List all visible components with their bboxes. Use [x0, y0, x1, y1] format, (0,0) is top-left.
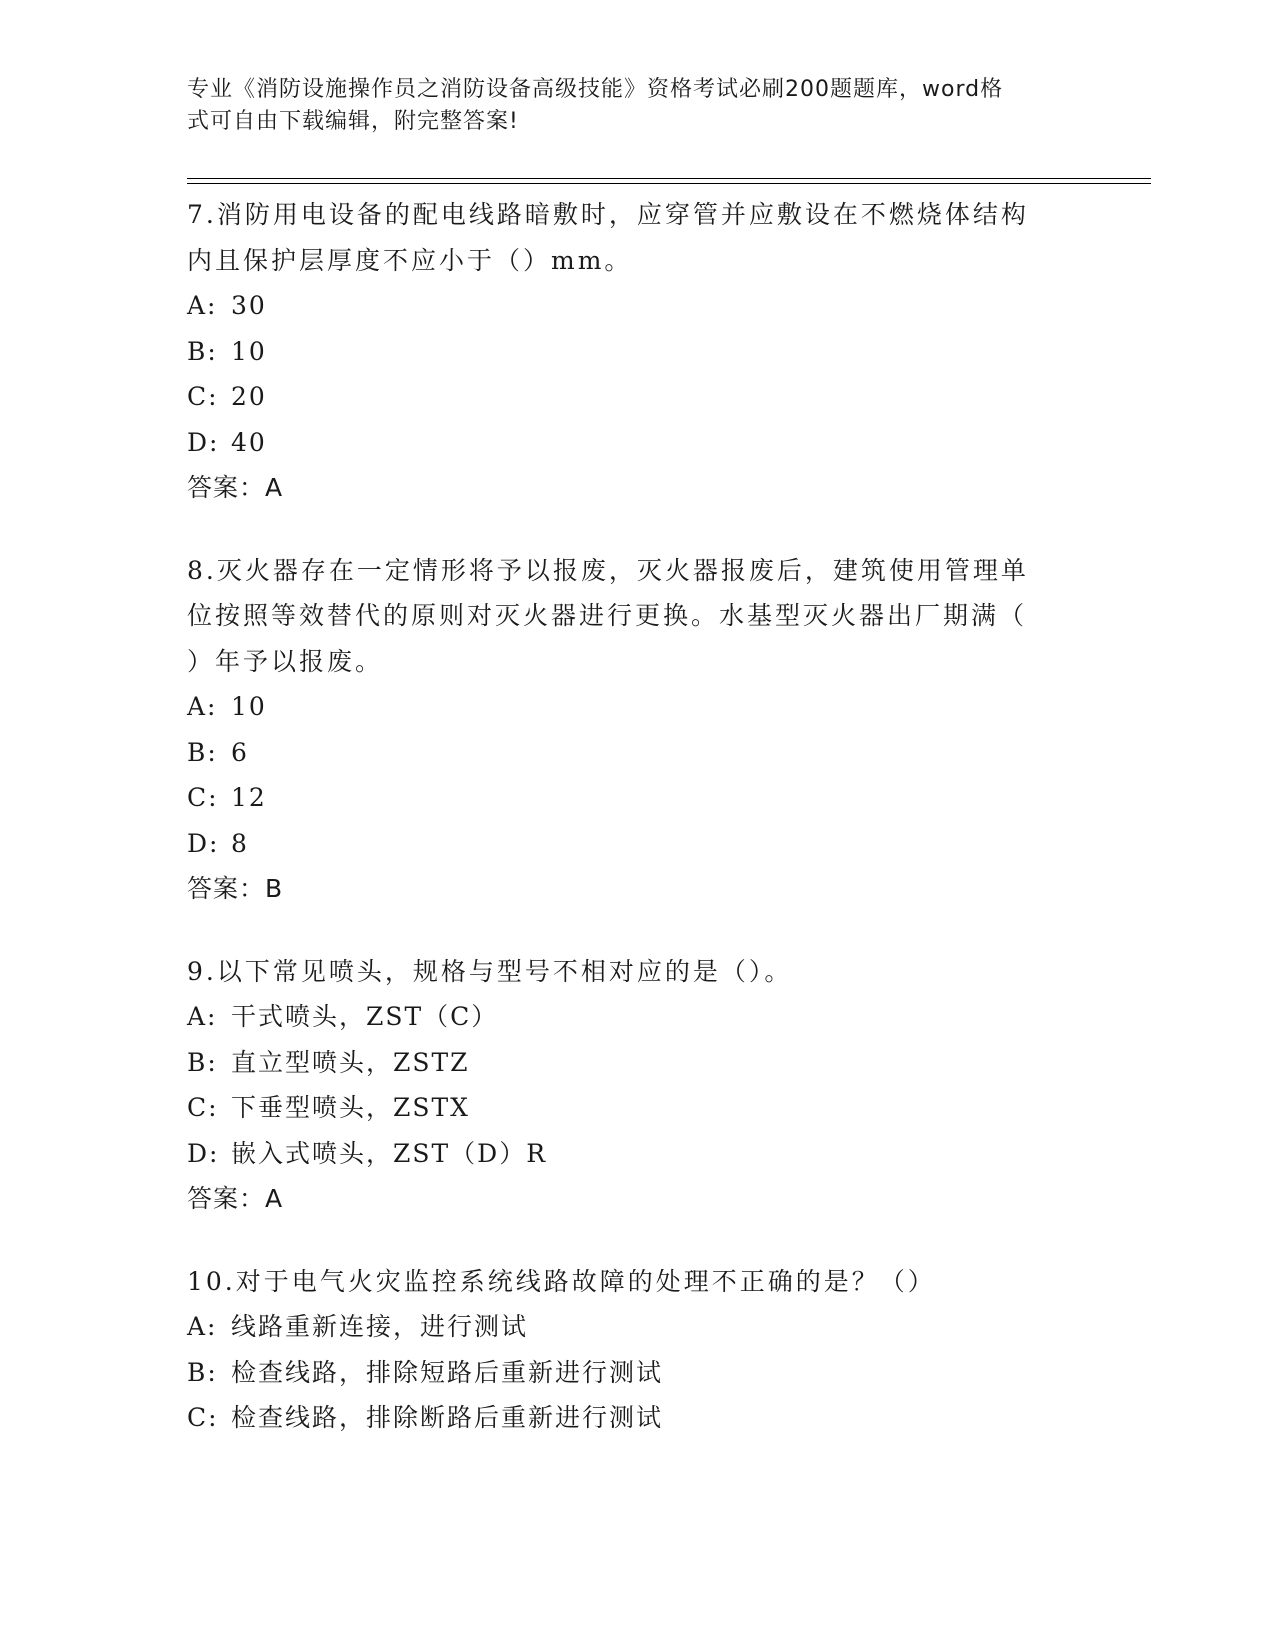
option-letter: A: — [187, 1002, 218, 1031]
option-text: 嵌入式喷头，ZST（D）R — [231, 1138, 548, 1168]
answer-option — [187, 821, 1067, 867]
answer-key: 答案：B — [187, 874, 284, 903]
answer-option — [187, 1395, 1067, 1441]
option-text: 下垂型喷头，ZSTX — [231, 1093, 470, 1122]
option-letter: B: — [187, 1357, 218, 1387]
option-letter: B: — [187, 737, 218, 767]
question-text-line: ）年予以报废。 — [187, 646, 384, 676]
option-letter: D: — [187, 427, 220, 457]
option-text: 10 — [231, 336, 267, 366]
option-letter: B: — [187, 1047, 218, 1077]
question-text-line: 位按照等效替代的原则对灭火器进行更换。水基型灭火器出厂期满（ — [187, 601, 1028, 630]
answer-key: 答案：A — [187, 1184, 284, 1213]
answer-option — [187, 374, 1067, 420]
option-letter: C: — [187, 1403, 219, 1432]
option-letter: A: — [187, 291, 218, 320]
option-letter: C: — [187, 783, 219, 812]
answer-option — [187, 775, 1067, 821]
question-list — [187, 192, 1067, 1478]
answer-option — [187, 1304, 1067, 1350]
option-letter: C: — [187, 1093, 219, 1122]
question-text-line: 10.对于电气火灾监控系统线路故障的处理不正确的是？（） — [187, 1266, 936, 1296]
option-text: 干式喷头，ZST（C） — [231, 1002, 499, 1031]
option-text: 检查线路，排除断路后重新进行测试 — [231, 1403, 664, 1432]
header-line-1: 专业《消防设施操作员之消防设备高级技能》资格考试必刷200题题库，word格 — [187, 77, 1004, 102]
option-letter: D: — [187, 828, 220, 858]
header-divider-bottom — [187, 183, 1151, 184]
option-letter: D: — [187, 1138, 220, 1168]
answer-option — [187, 1350, 1067, 1396]
answer-option — [187, 730, 1067, 776]
question-text-line: 8.灭火器存在一定情形将予以报废，灭火器报废后，建筑使用管理单 — [187, 555, 1029, 585]
option-text: 40 — [231, 427, 267, 457]
answer-option — [187, 994, 1067, 1040]
question-block — [187, 192, 1067, 511]
question-text-line: 7.消防用电设备的配电线路暗敷时，应穿管并应敷设在不燃烧体结构 — [187, 200, 1029, 229]
header-line-2: 式可自由下载编辑，附完整答案! — [187, 109, 519, 134]
question-text-line: 内且保护层厚度不应小于（）mm。 — [187, 245, 633, 275]
option-letter: C: — [187, 382, 219, 411]
answer-option — [187, 684, 1067, 730]
question-text-line: 9.以下常见喷头，规格与型号不相对应的是（）。 — [187, 956, 793, 986]
question-block — [187, 1259, 1067, 1441]
answer-option — [187, 420, 1067, 466]
option-letter: A: — [187, 1312, 218, 1341]
option-text: 6 — [231, 737, 249, 767]
option-text: 8 — [231, 828, 249, 858]
option-text: 检查线路，排除短路后重新进行测试 — [231, 1357, 664, 1387]
answer-option — [187, 329, 1067, 375]
option-text: 12 — [231, 783, 267, 812]
option-text: 10 — [231, 692, 267, 721]
option-text: 30 — [231, 291, 267, 320]
option-letter: B: — [187, 336, 218, 366]
header-divider-top — [187, 178, 1151, 179]
answer-option — [187, 1131, 1067, 1177]
answer-option — [187, 283, 1067, 329]
question-block — [187, 949, 1067, 1222]
option-text: 线路重新连接，进行测试 — [231, 1312, 529, 1341]
option-text: 直立型喷头，ZSTZ — [231, 1047, 470, 1077]
answer-option — [187, 1085, 1067, 1131]
option-text: 20 — [231, 382, 267, 411]
document-header — [187, 74, 1067, 138]
question-block — [187, 548, 1067, 912]
answer-key: 答案：A — [187, 473, 284, 502]
answer-option — [187, 1040, 1067, 1086]
option-letter: A: — [187, 692, 218, 721]
